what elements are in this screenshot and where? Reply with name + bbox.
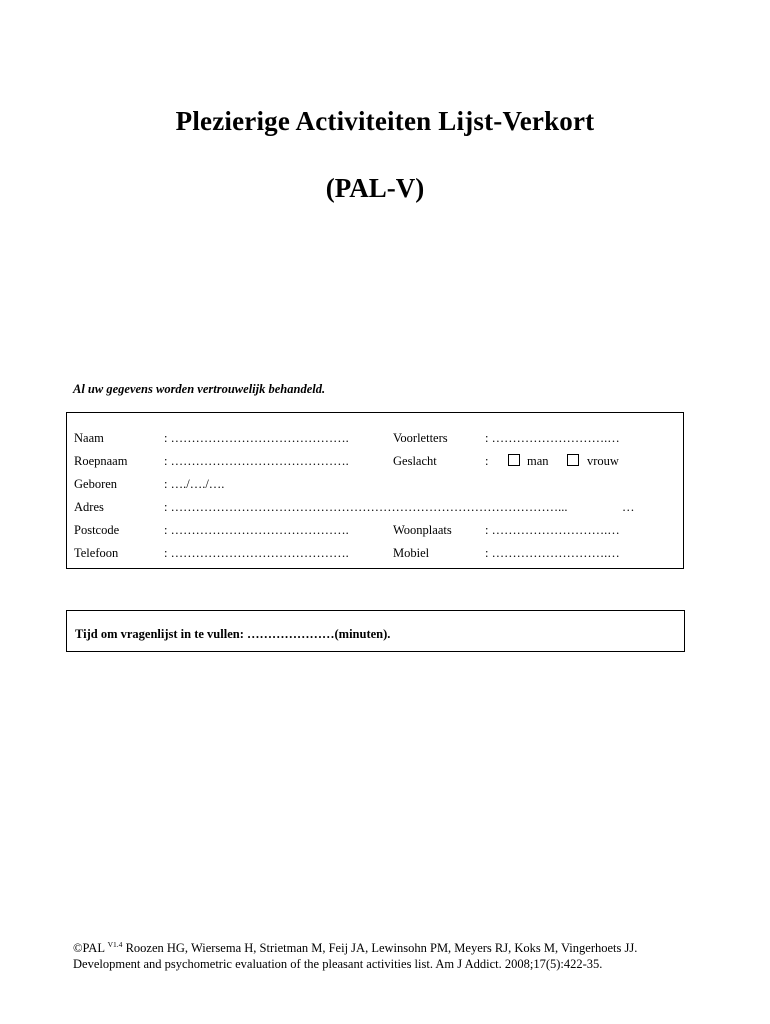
form-row-postcode	[67, 523, 683, 541]
document-title: Plezierige Activiteiten Lijst-Verkort	[175, 106, 595, 136]
mobiel-label: Mobiel	[393, 546, 430, 560]
geslacht-colon: :	[485, 454, 489, 468]
man-option-label: man	[527, 454, 549, 468]
vrouw-checkbox[interactable]	[567, 454, 579, 466]
document-subtitle: (PAL-V)	[325, 173, 425, 203]
privacy-note: Al uw gegevens worden vertrouwelijk behandeld.	[73, 382, 326, 396]
citation-authors: Roozen HG, Wiersema H, Strietman M, Feij JA, Lewinsohn PM, Meyers RJ, Koks M, Vingerhoets JJ.	[125, 941, 638, 955]
personal-info-box	[66, 412, 684, 569]
postcode-label: Postcode	[74, 523, 120, 537]
form-row-telefoon	[67, 546, 683, 564]
form-row-roepnaam	[67, 454, 683, 472]
geslacht-label: Geslacht	[393, 454, 437, 468]
form-row-geboren	[67, 477, 683, 495]
footer-line-1	[73, 937, 637, 956]
vrouw-option-label: vrouw	[587, 454, 619, 468]
telefoon-field[interactable]: : …………………………………….	[164, 546, 349, 560]
naam-label: Naam	[74, 431, 104, 445]
completion-time-box	[66, 610, 685, 652]
mobiel-field[interactable]: : ……………………….…	[485, 546, 620, 560]
geboren-field[interactable]: : …./…./….	[164, 477, 225, 491]
voorletters-field[interactable]: : ……………………….…	[485, 431, 620, 445]
naam-field[interactable]: : …………………………………….	[164, 431, 349, 445]
roepnaam-label: Roepnaam	[74, 454, 128, 468]
version-superscript: V1.4	[107, 940, 123, 949]
voorletters-label: Voorletters	[393, 431, 448, 445]
footer-citation	[73, 937, 637, 972]
adres-field[interactable]: : …………………………………………………………………………………...	[164, 500, 568, 514]
citation-title: Development and psychometric evaluation of the pleasant activities list. Am J Addict. 2008;17(5):422-35.	[73, 957, 603, 971]
form-row-adres	[67, 500, 683, 518]
telefoon-label: Telefoon	[74, 546, 119, 560]
copyright-mark: ©PAL	[73, 941, 105, 955]
roepnaam-field[interactable]: : …………………………………….	[164, 454, 349, 468]
adres-label: Adres	[74, 500, 104, 514]
adres-field-end: …	[622, 500, 635, 514]
woonplaats-label: Woonplaats	[393, 523, 452, 537]
form-row-naam	[67, 431, 683, 449]
woonplaats-field[interactable]: : ……………………….…	[485, 523, 620, 537]
postcode-field[interactable]: : …………………………………….	[164, 523, 349, 537]
geboren-label: Geboren	[74, 477, 118, 491]
completion-time-field[interactable]: Tijd om vragenlijst in te vullen: …………………(minuten).	[75, 627, 391, 641]
man-checkbox[interactable]	[508, 454, 520, 466]
